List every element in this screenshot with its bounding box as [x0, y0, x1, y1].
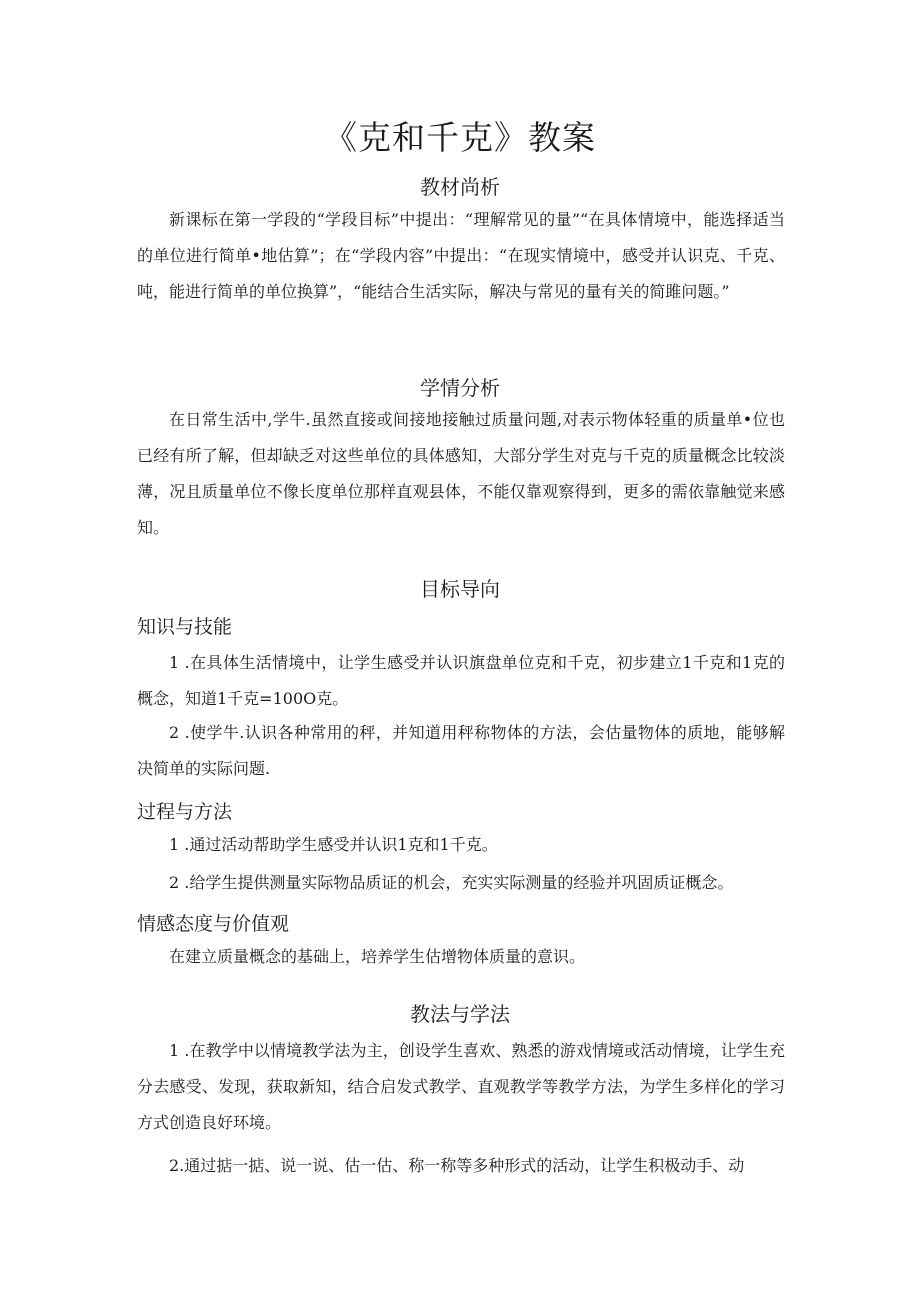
subheading-emotion-values: 情感态度与价值观	[137, 913, 290, 935]
methods-item-2: 2.通过掂一掂、说一说、估一估、称一称等多种形式的活动，让学生积极动手、动	[169, 1156, 745, 1175]
section-heading-textbook: 教材尚析	[420, 175, 500, 199]
knowledge-item-1: 1 .在具体生活情境中，让学生感受并认识旗盘单位克和千克，初步建立1千克和1克的概念，知道1千克=100O克。	[137, 653, 785, 708]
process-item-1: 1 .通过活动帮助学生感受并认识1克和1千克。	[169, 835, 498, 854]
methods-item-1: 1 .在教学中以情境教学法为主，创设学生喜欢、熟悉的游戏情境或活动情境，让学生充分去感受、发现，获取新知，结合启发式教学、直观教学等教学方法，为学生多样化的学习方式创造良好环境。	[137, 1041, 785, 1132]
section-heading-methods: 教法与学法	[410, 1002, 510, 1026]
learner-analysis-paragraph: 在日常生活中,学牛.虽然直接或间接地接触过质量问题,对表示物体轻重的质量单•位也已经有所了解，但却缺乏对这些单位的具体感知，大部分学生对克与千克的质量概念比较淡薄，况且质量单位不像长度单位那样直观县体，不能仅靠观察得到，更多的需依靠触觉来感知。	[137, 410, 785, 537]
section-heading-learner: 学情分析	[420, 376, 500, 400]
section-heading-goals: 目标导向	[420, 577, 500, 601]
subheading-process-methods: 过程与方法	[137, 801, 233, 823]
document-title: 《克和千克》教案	[324, 118, 596, 157]
process-item-2: 2 .给学生提供测量实际物品质证的机会，充实实际测量的经验并巩固质证概念。	[169, 873, 734, 892]
subheading-knowledge-skills: 知识与技能	[137, 616, 233, 638]
knowledge-item-2: 2 .使学牛.认识各种常用的秤，并知道用秤称物体的方法，会估量物体的质地，能够解决简单的实际问题.	[137, 723, 785, 778]
emotion-paragraph: 在建立质量概念的基础上，培养学生估增物体质量的意识。	[169, 947, 586, 966]
textbook-analysis-paragraph: 新课标在第一学段的“学段目标”中提出：“理解常见的量”“在具体情境中，能选择适当的单位进行简单•地估算”；在“学段内容”中提出：“在现实情境中，感受并认识克、千克、吨，能进行简单的单位换算”，“能结合生活实际，解决与常见的量有关的简雎问题。”	[137, 210, 785, 301]
